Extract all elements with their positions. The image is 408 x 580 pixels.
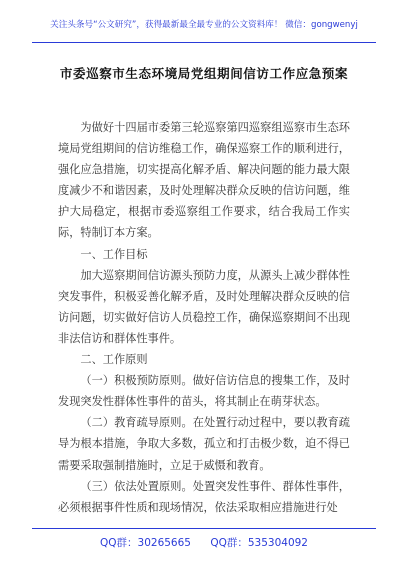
footer-qq-group-2: QQ群：535304092 [210, 537, 308, 549]
paragraph-goals: 加大巡察期间信访源头预防力度，从源头上减少群体性突发事件，积极妥善化解矛盾，及时处理解决群众反映的信访问题，切实做好信访人员稳控工作，确保巡察期间不出现非法信访和群体性事件。 [58, 268, 350, 345]
document-body [58, 117, 350, 518]
footer-divider [32, 528, 376, 529]
header-banner: 关注头条号“公文研究”，获得最新最全最专业的公文资料库！ 微信：gongwenyj [50, 20, 358, 30]
paragraph-principle-1: （一）积极预防原则。做好信访信息的搜集工作，及时发现突发性群体性事件的苗头，将其制止在萌芽状态。 [58, 374, 350, 409]
document-title: 市委巡察市生态环境局党组期间信访工作应急预案 [59, 66, 349, 81]
paragraph-principle-3: （三）依法处置原则。处置突发性事件、群体性事件，必须根据事件性质和现场情况，依法采取相应措施进行处 [58, 479, 350, 514]
footer-qq-group-1: QQ群：30265665 [100, 537, 191, 549]
footer [0, 535, 408, 550]
heading-goals: 一、工作目标 [80, 247, 148, 261]
paragraph-principle-2: （二）教育疏导原则。在处置行动过程中，要以教育疏导为根本措施，争取大多数，孤立和打击极少数，迫不得已需要采取强制措施时，立足于威慑和教育。 [58, 416, 350, 472]
paragraph-intro: 为做好十四届市委第三轮巡察第四巡察组巡察市生态环境局党组期间的信访维稳工作，确保巡察工作的顺利进行，强化应急措施，切实提高化解矛盾、解决问题的能力最大限度减少不和谐因素，及时处理解决群众反映的信访问题，维护大局稳定，根据市委巡察组工作要求，结合我局工作实际，特制订本方案。 [58, 121, 350, 240]
header-divider [32, 42, 376, 43]
heading-principles: 二、工作原则 [80, 353, 148, 367]
